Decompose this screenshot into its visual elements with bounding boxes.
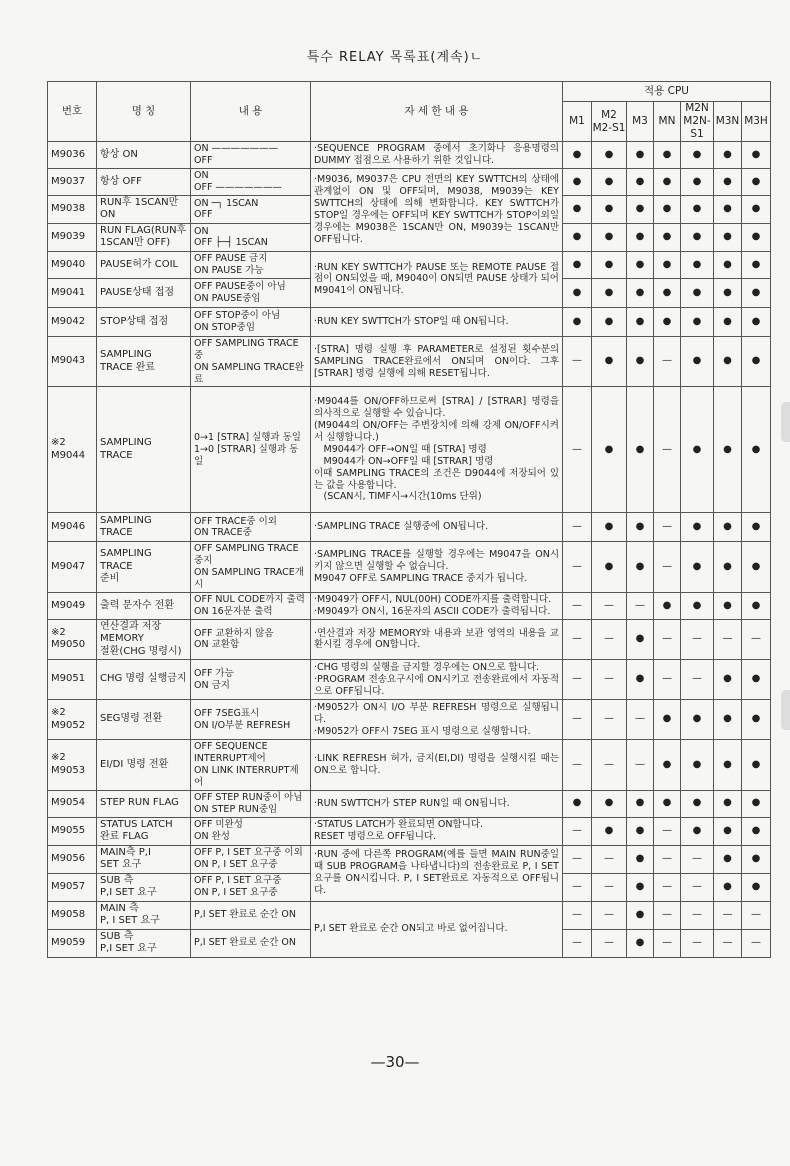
relay-content: OFF PAUSE중이 아님 ON PAUSE중임 xyxy=(191,278,311,307)
cpu-support-mark: ● xyxy=(563,223,592,251)
cpu-support-mark: ● xyxy=(563,169,592,196)
relay-number: M9037 xyxy=(48,169,97,196)
header-cpu: 적용 CPU xyxy=(563,82,771,102)
relay-number: M9042 xyxy=(48,307,97,336)
header-cpu-model: M3 xyxy=(627,102,654,142)
table-row xyxy=(48,307,771,336)
cpu-support-mark: ● xyxy=(714,740,742,791)
relay-number: M9046 xyxy=(48,513,97,542)
relay-content: OFF SAMPLING TRACE중 ON SAMPLING TRACE완료 xyxy=(191,336,311,387)
relay-description: ·STATUS LATCH가 완료되면 ON합니다. RESET 명령으로 OFF됩니다. xyxy=(311,817,563,845)
cpu-support-mark: — xyxy=(742,901,771,929)
cpu-support-mark: ● xyxy=(627,513,654,542)
relay-name: PAUSE상태 접점 xyxy=(97,278,191,307)
cpu-support-mark: — xyxy=(681,660,714,700)
cpu-support-mark: ● xyxy=(563,195,592,223)
cpu-support-mark: ● xyxy=(742,873,771,901)
cpu-support-mark: — xyxy=(654,336,681,387)
relay-number: M9047 xyxy=(48,542,97,593)
cpu-support-mark: ● xyxy=(654,251,681,278)
cpu-support-mark: ● xyxy=(592,790,627,817)
cpu-support-mark: ● xyxy=(627,336,654,387)
cpu-support-mark: ● xyxy=(563,142,592,169)
cpu-support-mark: ● xyxy=(654,700,681,740)
relay-name: 항상 OFF xyxy=(97,169,191,196)
relay-content: OFF 미완성 ON 완성 xyxy=(191,817,311,845)
special-relay-table xyxy=(47,81,771,958)
relay-content: OFF STEP RUN중이 아님 ON STEP RUN중임 xyxy=(191,790,311,817)
header-cpu-model: MN xyxy=(654,102,681,142)
cpu-support-mark: ● xyxy=(681,169,714,196)
table-row xyxy=(48,592,771,619)
cpu-support-mark: ● xyxy=(742,700,771,740)
relay-number: M9051 xyxy=(48,660,97,700)
relay-name: SUB 측 P,I SET 요구 xyxy=(97,929,191,957)
cpu-support-mark: ● xyxy=(714,845,742,873)
relay-description: ·M9044를 ON/OFF하므로써 [STRA] / [STRAR] 명령을 의사적으로 실행할 수 있습니다. (M9044의 ON/OFF는 주변장치에 의해 강제 ON/OFF시켜서 실행합니다.) M9044가 OFF→ON일 때 [STRA] 명령 M9044가 ON→OFF일 때 [STRAR] 명령 이때 SAMPLING TRACE의 조건은 D9044에 저장되어 있는 값을 사용합니다. (SCAN시, TIMF시→시간(10ms 단위) xyxy=(311,387,563,513)
cpu-support-mark: ● xyxy=(742,513,771,542)
cpu-support-mark: — xyxy=(563,387,592,513)
relay-name: SAMPLING TRACE 완료 xyxy=(97,336,191,387)
cpu-support-mark: — xyxy=(654,873,681,901)
relay-name: PAUSE허가 COIL xyxy=(97,251,191,278)
cpu-support-mark: ● xyxy=(627,845,654,873)
cpu-support-mark: ● xyxy=(592,336,627,387)
relay-content: OFF 7SEG표시 ON I/O부분 REFRESH xyxy=(191,700,311,740)
relay-description: ·[STRA] 명령 실행 후 PARAMETER로 설정된 횟수분의 SAMPLING TRACE완료에서 ON되며 ON이다. 그후 [STRAR] 명령 실행에 의해 RESET됩니다. xyxy=(311,336,563,387)
relay-number: M9041 xyxy=(48,278,97,307)
cpu-support-mark: — xyxy=(627,740,654,791)
cpu-support-mark: — xyxy=(563,700,592,740)
cpu-support-mark: ● xyxy=(627,901,654,929)
cpu-support-mark: ● xyxy=(681,223,714,251)
relay-name: SUB 측 P,I SET 요구 xyxy=(97,873,191,901)
cpu-support-mark: — xyxy=(563,513,592,542)
cpu-support-mark: ● xyxy=(592,513,627,542)
relay-description: ·SAMPLING TRACE를 실행할 경우에는 M9047을 ON시키지 않으면 실행할 수 없습니다. M9047 OFF로 SAMPLING TRACE 중지가 됩니다. xyxy=(311,542,563,593)
relay-number: M9040 xyxy=(48,251,97,278)
header-content: 내 용 xyxy=(191,82,311,142)
cpu-support-mark: ● xyxy=(654,169,681,196)
relay-name: EI/DI 명령 전환 xyxy=(97,740,191,791)
relay-name: 연산결과 저장 MEMORY 절환(CHG 명령시) xyxy=(97,619,191,660)
cpu-support-mark: ● xyxy=(681,740,714,791)
relay-number: M9038 xyxy=(48,195,97,223)
cpu-support-mark: ● xyxy=(742,790,771,817)
cpu-support-mark: ● xyxy=(714,307,742,336)
table-row xyxy=(48,660,771,700)
relay-description: ·RUN KEY SWTTCH가 STOP일 때 ON됩니다. xyxy=(311,307,563,336)
cpu-support-mark: ● xyxy=(627,873,654,901)
cpu-support-mark: ● xyxy=(654,223,681,251)
cpu-support-mark: — xyxy=(592,700,627,740)
cpu-support-mark: — xyxy=(563,542,592,593)
relay-name: SAMPLING TRACE xyxy=(97,387,191,513)
cpu-support-mark: — xyxy=(627,700,654,740)
cpu-support-mark: ● xyxy=(654,195,681,223)
relay-description: ·M9052가 ON시 I/O 부분 REFRESH 명령으로 실행됩니다. ·M9052가 OFF시 7SEG 표시 명령으로 실행합니다. xyxy=(311,700,563,740)
cpu-support-mark: ● xyxy=(592,817,627,845)
cpu-support-mark: ● xyxy=(742,142,771,169)
relay-number: M9036 xyxy=(48,142,97,169)
cpu-support-mark: ● xyxy=(714,592,742,619)
cpu-support-mark: — xyxy=(654,619,681,660)
cpu-support-mark: ● xyxy=(714,169,742,196)
cpu-support-mark: — xyxy=(563,619,592,660)
relay-description: ·연산결과 저장 MEMORY와 내용과 보관 영역의 내용을 교환시킬 경우에 ON합니다. xyxy=(311,619,563,660)
relay-description: ·RUN 중에 다른쪽 PROGRAM(예를 들면 MAIN RUN중일 때 SUB PROGRAM을 나타냅니다)의 전송완료로 P, I SET 요구를 ON시킵니다. P, I SET완료로 자동적으로 OFF됩니다. xyxy=(311,845,563,901)
relay-description: ·LINK REFRESH 허가, 금지(EI,DI) 명령을 실행시킬 때는 ON으로 합니다. xyxy=(311,740,563,791)
cpu-support-mark: — xyxy=(681,929,714,957)
cpu-support-mark: — xyxy=(563,817,592,845)
page-title: 특수 RELAY 목록표(계속)ㄴ xyxy=(306,50,484,65)
relay-name: SAMPLING TRACE xyxy=(97,513,191,542)
table-row xyxy=(48,169,771,196)
cpu-support-mark: ● xyxy=(742,251,771,278)
cpu-support-mark: ● xyxy=(714,251,742,278)
cpu-support-mark: — xyxy=(592,740,627,791)
relay-number: ※2 M9053 xyxy=(48,740,97,791)
relay-content: OFF NUL CODE까지 출력 ON 16문자분 출력 xyxy=(191,592,311,619)
cpu-support-mark: — xyxy=(592,929,627,957)
cpu-support-mark: — xyxy=(654,817,681,845)
relay-number: M9058 xyxy=(48,901,97,929)
cpu-support-mark: ● xyxy=(563,307,592,336)
cpu-support-mark: — xyxy=(654,901,681,929)
cpu-support-mark: ● xyxy=(627,223,654,251)
header-cpu-model: M2 M2-S1 xyxy=(592,102,627,142)
relay-description: ·CHG 명령의 실행을 금지할 경우에는 ON으로 합니다. ·PROGRAM 전송요구시에 ON시키고 전송완료에서 자동적으로 OFF됩니다. xyxy=(311,660,563,700)
relay-name: RUN FLAG(RUN후 1SCAN만 OFF) xyxy=(97,223,191,251)
relay-description: ·M9036, M9037은 CPU 전면의 KEY SWTTCH의 상태에 관계없이 ON 및 OFF되며, M9038, M9039는 KEY SWTTCH의 상태에 의해 변화합니다. KEY SWTTCH가 STOP일 경우에는 OFF되며 KEY SWTTCH가 STOP이외일 경우에는 M9038은 1SCAN만 ON, M9039는 1SCAN만 OFF됩니다. xyxy=(311,169,563,252)
relay-number: M9049 xyxy=(48,592,97,619)
cpu-support-mark: — xyxy=(592,592,627,619)
header-cpu-model: M2N M2N-S1 xyxy=(681,102,714,142)
cpu-support-mark: — xyxy=(563,592,592,619)
cpu-support-mark: ● xyxy=(627,817,654,845)
cpu-support-mark: ● xyxy=(742,307,771,336)
cpu-support-mark: — xyxy=(714,901,742,929)
cpu-support-mark: ● xyxy=(592,169,627,196)
relay-content: OFF PAUSE 금지 ON PAUSE 가능 xyxy=(191,251,311,278)
page-number: —30— xyxy=(370,1053,420,1071)
relay-content: ON ─┐ 1SCAN OFF xyxy=(191,195,311,223)
relay-content: OFF SEQUENCE INTERRUPT제어 ON LINK INTERRUPT제어 xyxy=(191,740,311,791)
cpu-support-mark: ● xyxy=(627,387,654,513)
table-row xyxy=(48,142,771,169)
cpu-support-mark: ● xyxy=(627,660,654,700)
relay-number: M9059 xyxy=(48,929,97,957)
cpu-support-mark: — xyxy=(563,336,592,387)
relay-description: P,I SET 완료로 순간 ON되고 바로 없어집니다. xyxy=(311,901,563,957)
cpu-support-mark: ● xyxy=(627,307,654,336)
cpu-support-mark: ● xyxy=(627,251,654,278)
cpu-support-mark: — xyxy=(654,387,681,513)
cpu-support-mark: ● xyxy=(592,278,627,307)
cpu-support-mark: ● xyxy=(627,278,654,307)
cpu-support-mark: — xyxy=(563,929,592,957)
cpu-support-mark: ● xyxy=(681,307,714,336)
cpu-support-mark: ● xyxy=(627,790,654,817)
cpu-support-mark: ● xyxy=(627,142,654,169)
relay-description: ·SAMPLING TRACE 실행중에 ON됩니다. xyxy=(311,513,563,542)
table-row xyxy=(48,336,771,387)
table-row xyxy=(48,901,771,929)
table-row xyxy=(48,845,771,873)
cpu-support-mark: ● xyxy=(714,513,742,542)
cpu-support-mark: ● xyxy=(654,790,681,817)
cpu-support-mark: ● xyxy=(742,195,771,223)
cpu-support-mark: ● xyxy=(714,336,742,387)
relay-number: ※2 M9050 xyxy=(48,619,97,660)
cpu-support-mark: ● xyxy=(714,542,742,593)
cpu-support-mark: ● xyxy=(681,790,714,817)
cpu-support-mark: — xyxy=(592,845,627,873)
relay-description: ·RUN SWTTCH가 STEP RUN일 때 ON됩니다. xyxy=(311,790,563,817)
cpu-support-mark: ● xyxy=(742,592,771,619)
cpu-support-mark: — xyxy=(742,929,771,957)
cpu-support-mark: — xyxy=(681,845,714,873)
cpu-support-mark: ● xyxy=(681,336,714,387)
relay-description: ·RUN KEY SWTTCH가 PAUSE 또는 REMOTE PAUSE 접점이 ON되었을 때, M9040이 ON되면 PAUSE 상태가 되어 M9041이 ON됩니다. xyxy=(311,251,563,307)
cpu-support-mark: ● xyxy=(627,169,654,196)
cpu-support-mark: ● xyxy=(592,223,627,251)
cpu-support-mark: ● xyxy=(592,307,627,336)
relay-name: SEG명령 전환 xyxy=(97,700,191,740)
cpu-support-mark: ● xyxy=(681,387,714,513)
cpu-support-mark: ● xyxy=(714,142,742,169)
cpu-support-mark: ● xyxy=(714,223,742,251)
cpu-support-mark: ● xyxy=(592,387,627,513)
cpu-support-mark: ● xyxy=(742,845,771,873)
cpu-support-mark: ● xyxy=(681,251,714,278)
cpu-support-mark: — xyxy=(654,660,681,700)
relay-content: ON OFF ├─┤ 1SCAN xyxy=(191,223,311,251)
header-desc: 자 세 한 내 용 xyxy=(311,82,563,142)
cpu-support-mark: ● xyxy=(563,251,592,278)
cpu-support-mark: ● xyxy=(681,278,714,307)
cpu-support-mark: ● xyxy=(627,619,654,660)
table-row xyxy=(48,817,771,845)
cpu-support-mark: ● xyxy=(681,195,714,223)
relay-content: OFF 가능 ON 금지 xyxy=(191,660,311,700)
relay-content: 0→1 [STRA] 실행과 동일 1→0 [STRAR] 실행과 동일 xyxy=(191,387,311,513)
cpu-support-mark: ● xyxy=(654,307,681,336)
cpu-support-mark: — xyxy=(714,929,742,957)
cpu-support-mark: ● xyxy=(714,817,742,845)
cpu-support-mark: ● xyxy=(742,223,771,251)
cpu-support-mark: — xyxy=(654,513,681,542)
cpu-support-mark: — xyxy=(627,592,654,619)
relay-number: M9054 xyxy=(48,790,97,817)
relay-name: CHG 명령 실행금지 xyxy=(97,660,191,700)
table-row xyxy=(48,619,771,660)
relay-description: ·M9049가 OFF시, NUL(00H) CODE까지를 출력합니다. ·M9049가 ON시, 16문자의 ASCII CODE가 출력됩니다. xyxy=(311,592,563,619)
cpu-support-mark: ● xyxy=(592,251,627,278)
cpu-support-mark: — xyxy=(654,929,681,957)
cpu-support-mark: ● xyxy=(681,817,714,845)
table-row xyxy=(48,542,771,593)
cpu-support-mark: ● xyxy=(592,195,627,223)
cpu-support-mark: ● xyxy=(714,278,742,307)
table-row xyxy=(48,740,771,791)
relay-name: MAIN측 P,I SET 요구 xyxy=(97,845,191,873)
cpu-support-mark: ● xyxy=(714,660,742,700)
cpu-support-mark: ● xyxy=(714,195,742,223)
cpu-support-mark: ● xyxy=(654,740,681,791)
relay-content: OFF P, I SET 요구중 이외 ON P, I SET 요구중 xyxy=(191,845,311,873)
cpu-support-mark: ● xyxy=(742,278,771,307)
cpu-support-mark: — xyxy=(563,740,592,791)
cpu-support-mark: ● xyxy=(742,740,771,791)
cpu-support-mark: ● xyxy=(563,790,592,817)
binder-tab xyxy=(781,690,790,730)
cpu-support-mark: ● xyxy=(742,542,771,593)
relay-number: M9055 xyxy=(48,817,97,845)
cpu-support-mark: — xyxy=(592,873,627,901)
table-row xyxy=(48,513,771,542)
cpu-support-mark: — xyxy=(681,873,714,901)
cpu-support-mark: — xyxy=(654,542,681,593)
cpu-support-mark: ● xyxy=(592,542,627,593)
relay-description: ·SEQUENCE PROGRAM 중에서 초기화나 응용명령의 DUMMY 접점으로 사용하기 위한 것입니다. xyxy=(311,142,563,169)
cpu-support-mark: — xyxy=(714,619,742,660)
cpu-support-mark: ● xyxy=(742,660,771,700)
cpu-support-mark: — xyxy=(592,619,627,660)
cpu-support-mark: — xyxy=(563,873,592,901)
cpu-support-mark: ● xyxy=(654,592,681,619)
cpu-support-mark: ● xyxy=(714,700,742,740)
relay-content: OFF TRACE중 이외 ON TRACE중 xyxy=(191,513,311,542)
cpu-support-mark: ● xyxy=(714,790,742,817)
cpu-support-mark: ● xyxy=(714,873,742,901)
relay-name: 항상 ON xyxy=(97,142,191,169)
cpu-support-mark: ● xyxy=(681,700,714,740)
binder-tab xyxy=(781,402,790,442)
relay-content: OFF STOP중이 아님 ON STOP중임 xyxy=(191,307,311,336)
header-no: 번호 xyxy=(48,82,97,142)
relay-name: MAIN 측 P, I SET 요구 xyxy=(97,901,191,929)
cpu-support-mark: ● xyxy=(681,513,714,542)
cpu-support-mark: — xyxy=(681,619,714,660)
cpu-support-mark: — xyxy=(563,845,592,873)
relay-name: SAMPLING TRACE 준비 xyxy=(97,542,191,593)
relay-number: M9039 xyxy=(48,223,97,251)
relay-content: OFF SAMPLING TRACE중지 ON SAMPLING TRACE개시 xyxy=(191,542,311,593)
relay-content: P,I SET 완료로 순간 ON xyxy=(191,901,311,929)
relay-name: STOP상태 접점 xyxy=(97,307,191,336)
cpu-support-mark: ● xyxy=(627,929,654,957)
cpu-support-mark: ● xyxy=(714,387,742,513)
table-row xyxy=(48,387,771,513)
cpu-support-mark: ● xyxy=(592,142,627,169)
cpu-support-mark: ● xyxy=(742,169,771,196)
cpu-support-mark: ● xyxy=(681,542,714,593)
relay-number: ※2 M9052 xyxy=(48,700,97,740)
cpu-support-mark: ● xyxy=(654,278,681,307)
cpu-support-mark: ● xyxy=(563,278,592,307)
relay-name: RUN후 1SCAN만 ON xyxy=(97,195,191,223)
relay-number: M9057 xyxy=(48,873,97,901)
table-row xyxy=(48,251,771,278)
relay-content: P,I SET 완료로 순간 ON xyxy=(191,929,311,957)
cpu-support-mark: ● xyxy=(742,817,771,845)
relay-number: M9043 xyxy=(48,336,97,387)
header-cpu-model: M3N xyxy=(714,102,742,142)
cpu-support-mark: ● xyxy=(681,142,714,169)
relay-content: OFF P, I SET 요구중 ON P, I SET 요구중 xyxy=(191,873,311,901)
relay-name: 출력 문자수 전환 xyxy=(97,592,191,619)
header-cpu-model: M3H xyxy=(742,102,771,142)
cpu-support-mark: ● xyxy=(627,195,654,223)
relay-content: ON ——————— OFF xyxy=(191,142,311,169)
header-cpu-model: M1 xyxy=(563,102,592,142)
header-name: 명 칭 xyxy=(97,82,191,142)
cpu-support-mark: — xyxy=(592,660,627,700)
cpu-support-mark: ● xyxy=(654,142,681,169)
cpu-support-mark: ● xyxy=(742,387,771,513)
relay-number: M9056 xyxy=(48,845,97,873)
relay-name: STATUS LATCH 완료 FLAG xyxy=(97,817,191,845)
cpu-support-mark: — xyxy=(563,660,592,700)
cpu-support-mark: — xyxy=(742,619,771,660)
cpu-support-mark: ● xyxy=(627,542,654,593)
relay-name: STEP RUN FLAG xyxy=(97,790,191,817)
relay-content: ON OFF ——————— xyxy=(191,169,311,196)
relay-number: ※2 M9044 xyxy=(48,387,97,513)
table-row xyxy=(48,790,771,817)
cpu-support-mark: — xyxy=(563,901,592,929)
cpu-support-mark: — xyxy=(654,845,681,873)
table-row xyxy=(48,700,771,740)
cpu-support-mark: ● xyxy=(742,336,771,387)
cpu-support-mark: ● xyxy=(681,592,714,619)
cpu-support-mark: — xyxy=(681,901,714,929)
cpu-support-mark: — xyxy=(592,901,627,929)
relay-content: OFF 교환하지 않음 ON 교환함 xyxy=(191,619,311,660)
